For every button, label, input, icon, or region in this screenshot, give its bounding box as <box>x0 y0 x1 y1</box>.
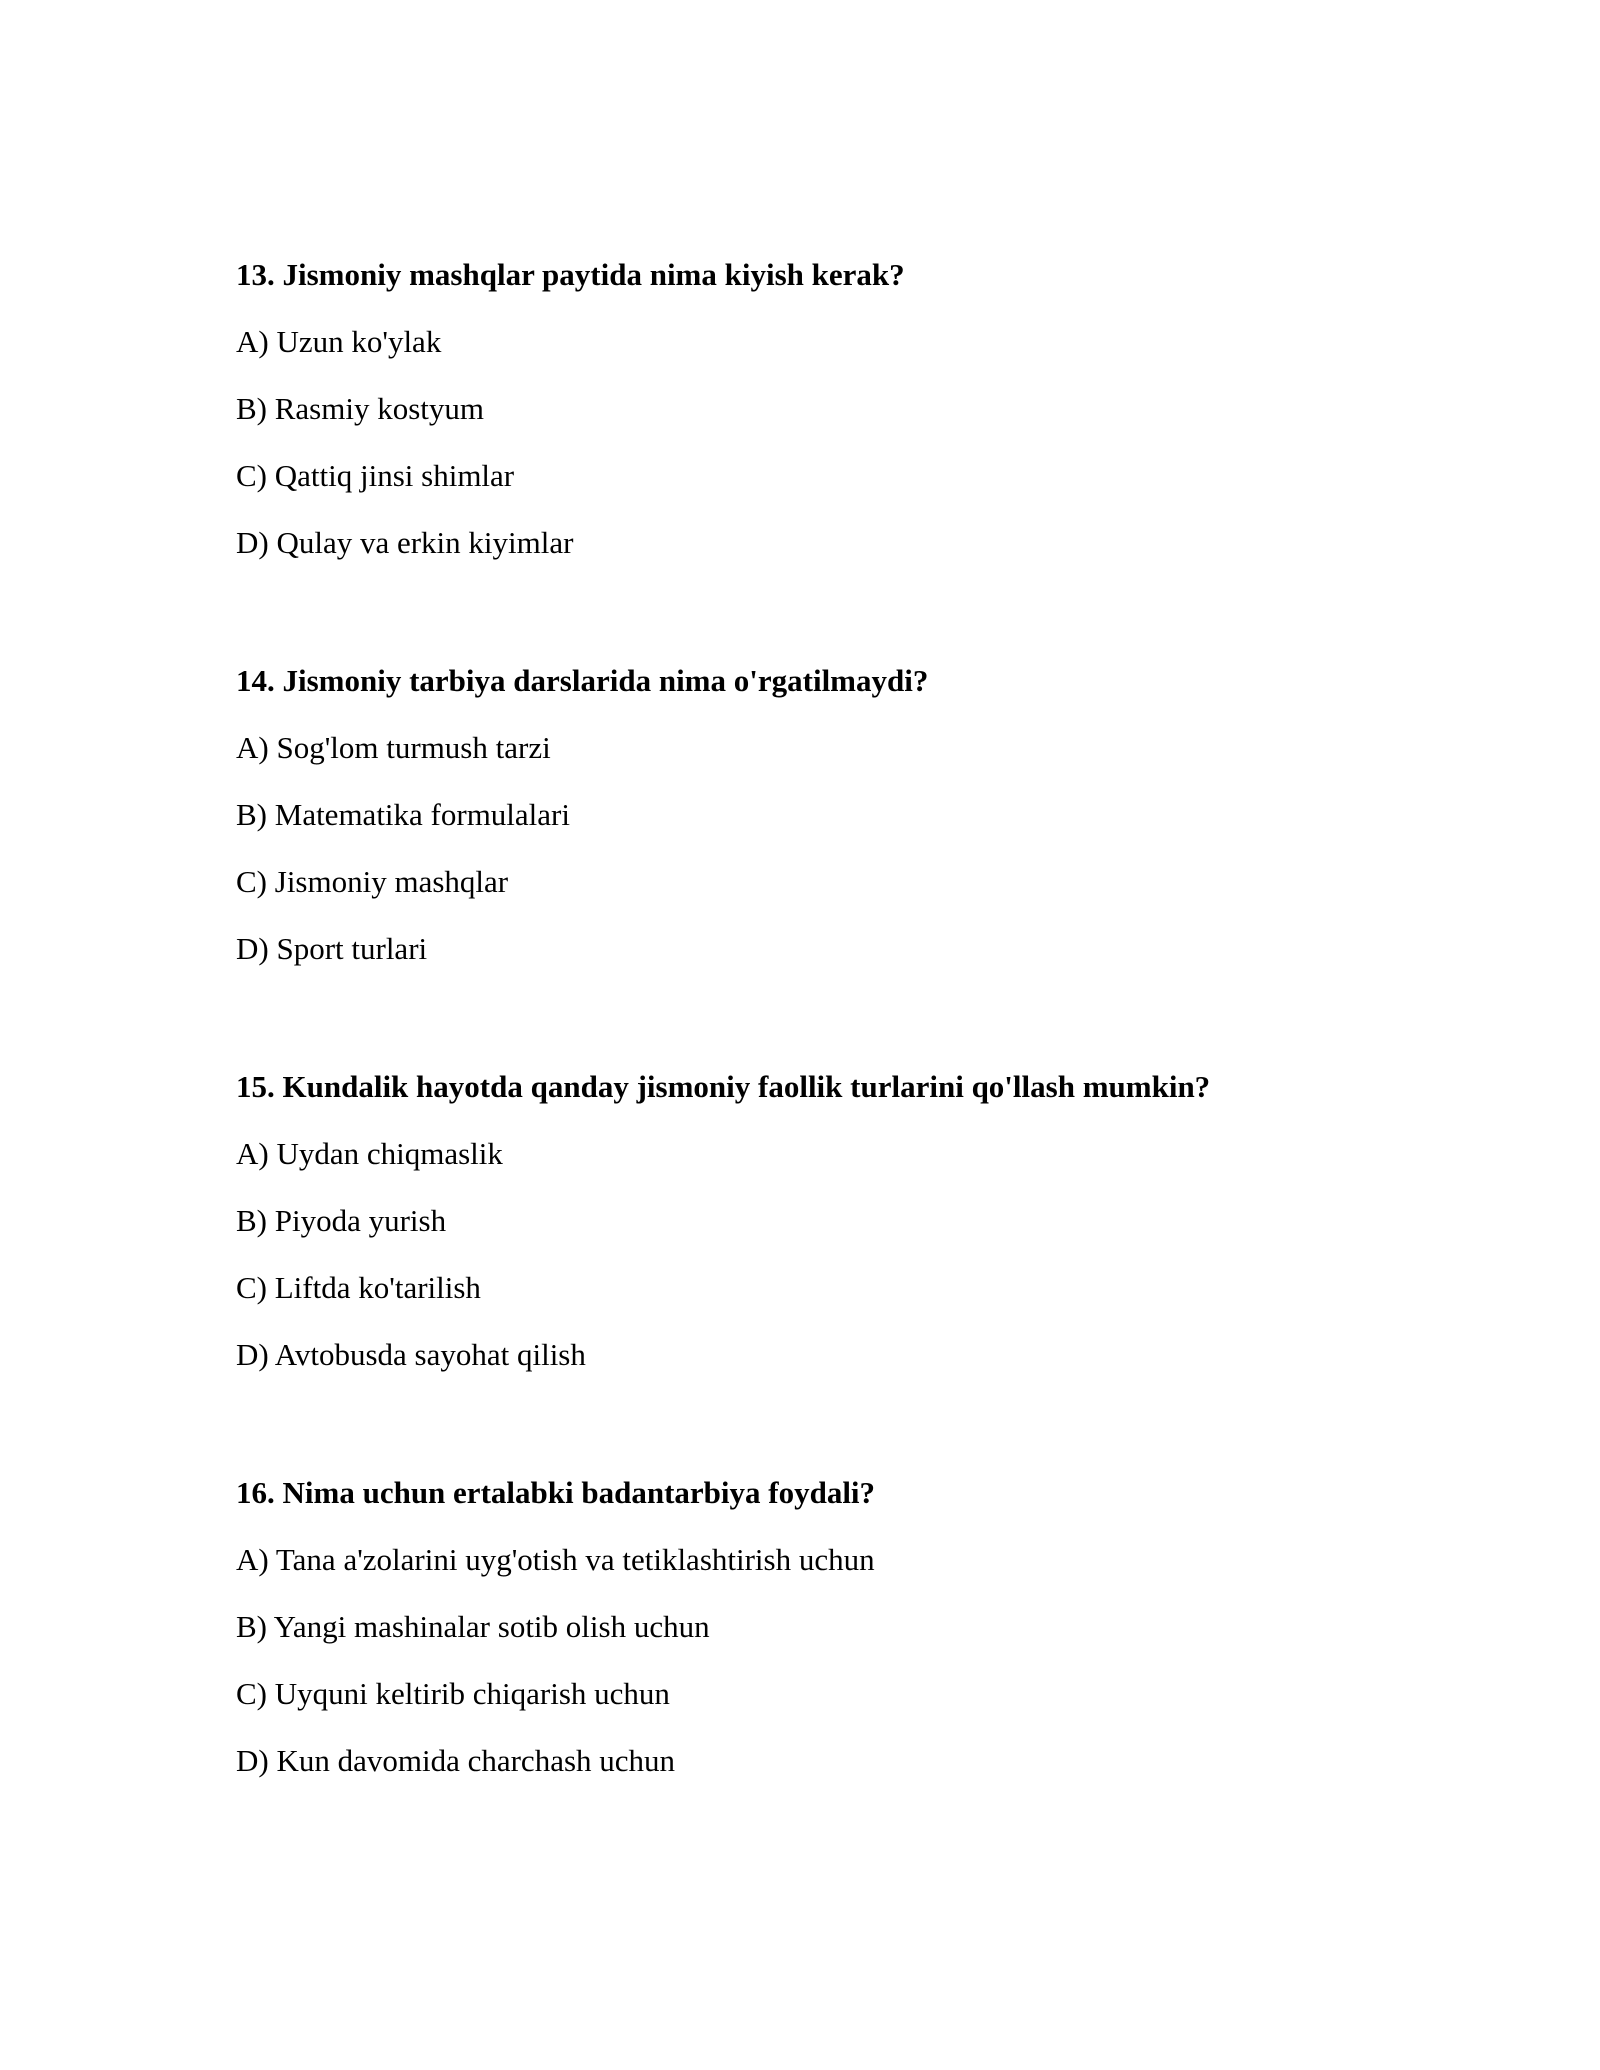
question-14 <box>236 658 1436 993</box>
option-b: B) Rasmiy kostyum <box>236 391 485 426</box>
question-title: 15. Kundalik hayotda qanday jismoniy faollik turlarini qo'llash mumkin? <box>236 1069 1211 1104</box>
option-c: C) Liftda ko'tarilish <box>236 1270 481 1305</box>
option-a: A) Tana a'zolarini uyg'otish va tetiklashtirish uchun <box>236 1542 875 1577</box>
option-d: D) Avtobusda sayohat qilish <box>236 1337 586 1372</box>
option-d: D) Qulay va erkin kiyimlar <box>236 525 574 560</box>
option-c: C) Jismoniy mashqlar <box>236 864 509 899</box>
option-a: A) Sog'lom turmush tarzi <box>236 730 551 765</box>
option-b: B) Yangi mashinalar sotib olish uchun <box>236 1609 710 1644</box>
question-title: 16. Nima uchun ertalabki badantarbiya foydali? <box>236 1475 876 1510</box>
question-title: 13. Jismoniy mashqlar paytida nima kiyish kerak? <box>236 257 905 292</box>
option-a: A) Uydan chiqmaslik <box>236 1136 503 1171</box>
option-c: C) Uyquni keltirib chiqarish uchun <box>236 1676 670 1711</box>
question-title: 14. Jismoniy tarbiya darslarida nima o'rgatilmaydi? <box>236 663 929 698</box>
option-d: D) Sport turlari <box>236 931 428 966</box>
question-16 <box>236 1470 1436 1805</box>
question-15 <box>236 1064 1436 1399</box>
option-b: B) Matematika formulalari <box>236 797 570 832</box>
option-c: C) Qattiq jinsi shimlar <box>236 458 515 493</box>
option-d: D) Kun davomida charchash uchun <box>236 1743 676 1778</box>
option-a: A) Uzun ko'ylak <box>236 324 442 359</box>
option-b: B) Piyoda yurish <box>236 1203 447 1238</box>
question-13 <box>236 252 1436 587</box>
